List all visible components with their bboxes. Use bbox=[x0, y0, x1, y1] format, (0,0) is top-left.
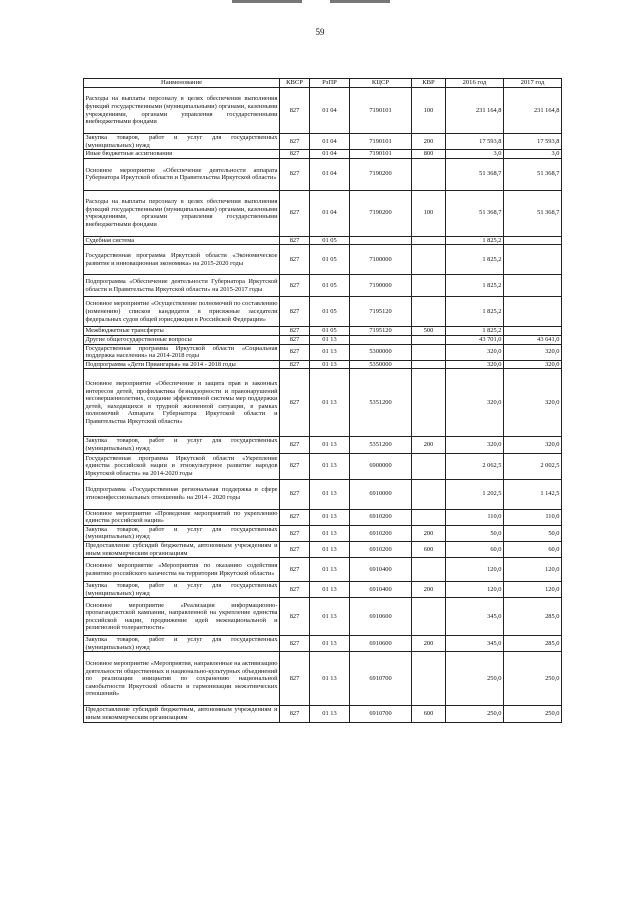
kvsr-cell: 827 bbox=[280, 190, 310, 236]
kcsr-cell: 5351200 bbox=[350, 369, 412, 437]
table-row bbox=[84, 582, 562, 598]
amount-2016-cell: 320,0 bbox=[446, 360, 504, 369]
kcsr-cell: 5300000 bbox=[350, 344, 412, 360]
kcsr-cell: 6910200 bbox=[350, 541, 412, 557]
kvsr-cell: 827 bbox=[280, 598, 310, 636]
row-name-cell: Государственная программа Иркутской области «Укрепление единства российской нации и этнокультурное развитие народов Иркутской области» на 2014-2020 годы bbox=[84, 453, 280, 479]
kcsr-cell: 7190101 bbox=[350, 134, 412, 150]
row-name-cell: Государственная программа Иркутской области «Экономическое развитие и инновационная экономика» на 2015-2020 годы bbox=[84, 245, 280, 275]
kcsr-cell: 7190200 bbox=[350, 158, 412, 190]
kvsr-cell: 827 bbox=[280, 134, 310, 150]
table-row bbox=[84, 453, 562, 479]
rzpr-cell: 01 05 bbox=[310, 297, 350, 327]
column-header: 2017 год bbox=[504, 79, 562, 88]
rzpr-cell: 01 04 bbox=[310, 88, 350, 134]
rzpr-cell: 01 05 bbox=[310, 327, 350, 336]
amount-2016-cell: 17 593,8 bbox=[446, 134, 504, 150]
rzpr-cell: 01 13 bbox=[310, 335, 350, 344]
kvr-cell bbox=[412, 598, 446, 636]
kcsr-cell: 6910400 bbox=[350, 582, 412, 598]
kcsr-cell: 7190101 bbox=[350, 150, 412, 159]
kvsr-cell: 827 bbox=[280, 275, 310, 297]
amount-2017-cell: 2 002,5 bbox=[504, 453, 562, 479]
rzpr-cell: 01 13 bbox=[310, 558, 350, 582]
rzpr-cell: 01 13 bbox=[310, 369, 350, 437]
kvsr-cell: 827 bbox=[280, 437, 310, 453]
row-name-cell: Подпрограмма «Государственная региональная поддержка в сфере этноконфессиональных отношений» на 2014 - 2020 годы bbox=[84, 479, 280, 509]
amount-2016-cell: 120,0 bbox=[446, 582, 504, 598]
amount-2017-cell: 320,0 bbox=[504, 437, 562, 453]
kvr-cell: 800 bbox=[412, 150, 446, 159]
row-name-cell: Закупка товаров, работ и услуг для государственных (муниципальных) нужд bbox=[85, 636, 278, 651]
table-row bbox=[84, 150, 562, 159]
table-row bbox=[84, 636, 562, 652]
kvr-cell bbox=[412, 652, 446, 706]
kcsr-cell: 6910700 bbox=[350, 706, 412, 722]
amount-2016-cell: 110,0 bbox=[446, 509, 504, 525]
rzpr-cell: 01 13 bbox=[310, 598, 350, 636]
amount-2017-cell: 231 164,8 bbox=[504, 88, 562, 134]
top-edge-mark bbox=[330, 0, 390, 3]
amount-2017-cell: 17 593,8 bbox=[504, 134, 562, 150]
amount-2017-cell: 120,0 bbox=[504, 582, 562, 598]
amount-2017-cell: 3,0 bbox=[504, 150, 562, 159]
row-name-cell: Закупка товаров, работ и услуг для государственных (муниципальных) нужд bbox=[85, 437, 278, 452]
kvr-cell: 100 bbox=[412, 88, 446, 134]
table-row bbox=[84, 598, 562, 636]
column-header: КЦСР bbox=[350, 79, 412, 88]
table-row bbox=[84, 479, 562, 509]
row-name-cell: Основное мероприятие «Проведение мероприятий по укреплению единства российской нации» bbox=[85, 509, 278, 525]
table-row bbox=[84, 344, 562, 360]
rzpr-cell: 01 13 bbox=[310, 525, 350, 541]
rzpr-cell: 01 13 bbox=[310, 479, 350, 509]
kvsr-cell: 827 bbox=[280, 636, 310, 652]
table-row bbox=[84, 236, 562, 245]
kvsr-cell: 827 bbox=[280, 453, 310, 479]
amount-2016-cell: 1 202,5 bbox=[446, 479, 504, 509]
kvr-cell bbox=[412, 335, 446, 344]
table-row bbox=[84, 509, 562, 525]
kvr-cell bbox=[412, 360, 446, 369]
row-name-cell: Государственная программа Иркутской области «Социальная поддержка населения» на 2014-2018 годы bbox=[85, 344, 278, 360]
row-name-cell: Подпрограмма «Дети Приангарья» на 2014 - 2018 годы bbox=[84, 360, 280, 369]
kvr-cell bbox=[412, 558, 446, 582]
table-row bbox=[84, 134, 562, 150]
kvr-cell bbox=[412, 453, 446, 479]
row-name-cell: Закупка товаров, работ и услуг для государственных (муниципальных) нужд bbox=[85, 525, 278, 541]
kvr-cell: 200 bbox=[412, 525, 446, 541]
kvsr-cell: 827 bbox=[280, 297, 310, 327]
amount-2017-cell bbox=[504, 245, 562, 275]
amount-2016-cell: 320,0 bbox=[446, 369, 504, 437]
amount-2017-cell: 285,0 bbox=[504, 598, 562, 636]
kvsr-cell: 827 bbox=[280, 344, 310, 360]
kcsr-cell: 6910000 bbox=[350, 479, 412, 509]
kvsr-cell: 827 bbox=[280, 327, 310, 336]
kvsr-cell: 827 bbox=[280, 525, 310, 541]
table-row bbox=[84, 706, 562, 722]
amount-2016-cell: 60,0 bbox=[446, 541, 504, 557]
kvr-cell: 600 bbox=[412, 541, 446, 557]
rzpr-cell: 01 13 bbox=[310, 509, 350, 525]
amount-2017-cell: 250,0 bbox=[504, 706, 562, 722]
kcsr-cell: 6900000 bbox=[350, 453, 412, 479]
rzpr-cell: 01 13 bbox=[310, 636, 350, 652]
row-name-cell: Предоставление субсидий бюджетным, автономным учреждениям и иным некоммерческим организациям bbox=[85, 541, 278, 557]
kcsr-cell: 7195120 bbox=[350, 297, 412, 327]
kvsr-cell: 827 bbox=[280, 335, 310, 344]
amount-2016-cell: 1 825,2 bbox=[446, 275, 504, 297]
amount-2017-cell: 320,0 bbox=[504, 344, 562, 360]
column-header: КВР bbox=[412, 79, 446, 88]
kvr-cell bbox=[412, 236, 446, 245]
kvsr-cell: 827 bbox=[280, 88, 310, 134]
kvr-cell: 200 bbox=[412, 134, 446, 150]
row-name-cell: Расходы на выплаты персоналу в целях обеспечения выполнения функций государственными (муниципальными) органами, казенными учреждениями, органами управления государственными внебюджетными фондами bbox=[84, 190, 280, 236]
amount-2016-cell: 1 825,2 bbox=[446, 297, 504, 327]
kvsr-cell: 827 bbox=[280, 558, 310, 582]
amount-2017-cell: 51 368,7 bbox=[504, 158, 562, 190]
row-name-cell: Закупка товаров, работ и услуг для государственных (муниципальных) нужд bbox=[85, 134, 278, 149]
amount-2016-cell: 1 825,2 bbox=[446, 236, 504, 245]
kvr-cell bbox=[412, 479, 446, 509]
kvr-cell bbox=[412, 509, 446, 525]
kvr-cell bbox=[412, 275, 446, 297]
amount-2017-cell: 60,0 bbox=[504, 541, 562, 557]
amount-2016-cell: 50,0 bbox=[446, 525, 504, 541]
row-name-cell: Основное мероприятие «Реализация информационно-пропагандистской кампании, направленной на укрепление единства российской нации, продвижение идей межнациональной и религиозной толерантности» bbox=[84, 598, 280, 636]
row-name-cell: Иные бюджетные ассигнования bbox=[84, 150, 280, 159]
kvr-cell bbox=[412, 369, 446, 437]
row-name-cell: Основное мероприятие «Мероприятия, направленные на активизацию деятельности общественных и национально-культурных объединений по реализации инициатив по сохранению национальной самобытности Иркутской области и гармонизации межэтнических отношений» bbox=[84, 652, 280, 706]
table-row bbox=[84, 245, 562, 275]
kvr-cell bbox=[412, 245, 446, 275]
amount-2017-cell: 1 142,5 bbox=[504, 479, 562, 509]
kvr-cell bbox=[412, 344, 446, 360]
rzpr-cell: 01 13 bbox=[310, 437, 350, 453]
table-row bbox=[84, 190, 562, 236]
row-name-cell: Закупка товаров, работ и услуг для государственных (муниципальных) нужд bbox=[85, 582, 278, 597]
amount-2016-cell: 345,0 bbox=[446, 598, 504, 636]
table-row bbox=[84, 437, 562, 453]
table-row bbox=[84, 525, 562, 541]
amount-2017-cell bbox=[504, 297, 562, 327]
kcsr-cell bbox=[350, 335, 412, 344]
amount-2016-cell: 345,0 bbox=[446, 636, 504, 652]
row-name-cell: Расходы на выплаты персоналу в целях обеспечения выполнения функций государственными (муниципальными) органами, казенными учреждениями, органами управления государственными внебюджетными фондами bbox=[84, 88, 280, 134]
kvsr-cell: 827 bbox=[280, 541, 310, 557]
kvsr-cell: 827 bbox=[280, 158, 310, 190]
table-body bbox=[84, 88, 562, 723]
kvsr-cell: 827 bbox=[280, 360, 310, 369]
kvr-cell: 200 bbox=[412, 437, 446, 453]
row-name-cell: Судебная система bbox=[84, 236, 280, 245]
rzpr-cell: 01 04 bbox=[310, 134, 350, 150]
rzpr-cell: 01 13 bbox=[310, 706, 350, 722]
kcsr-cell: 6910600 bbox=[350, 636, 412, 652]
table-row bbox=[84, 541, 562, 557]
kvsr-cell: 827 bbox=[280, 245, 310, 275]
kvr-cell bbox=[412, 297, 446, 327]
rzpr-cell: 01 05 bbox=[310, 245, 350, 275]
table-row bbox=[84, 275, 562, 297]
amount-2016-cell: 51 368,7 bbox=[446, 190, 504, 236]
row-name-cell: Межбюджетные трансферты bbox=[84, 327, 280, 336]
amount-2016-cell: 1 825,2 bbox=[446, 245, 504, 275]
kcsr-cell: 6910200 bbox=[350, 525, 412, 541]
row-name-cell: Основное мероприятие «Осуществление полномочий по составлению (изменению) списков кандидатов в присяжные заседатели федеральных судов общей юрисдикции в Российской Федерации» bbox=[84, 297, 280, 327]
kvr-cell: 500 bbox=[412, 327, 446, 336]
amount-2017-cell bbox=[504, 327, 562, 336]
table-row bbox=[84, 327, 562, 336]
amount-2016-cell: 1 825,2 bbox=[446, 327, 504, 336]
table-row bbox=[84, 88, 562, 134]
rzpr-cell: 01 13 bbox=[310, 652, 350, 706]
kvsr-cell: 827 bbox=[280, 479, 310, 509]
amount-2016-cell: 3,0 bbox=[446, 150, 504, 159]
rzpr-cell: 01 05 bbox=[310, 236, 350, 245]
amount-2016-cell: 51 368,7 bbox=[446, 158, 504, 190]
rzpr-cell: 01 13 bbox=[310, 360, 350, 369]
amount-2016-cell: 320,0 bbox=[446, 344, 504, 360]
amount-2016-cell: 320,0 bbox=[446, 437, 504, 453]
rzpr-cell: 01 13 bbox=[310, 541, 350, 557]
amount-2016-cell: 250,0 bbox=[446, 652, 504, 706]
amount-2017-cell: 110,0 bbox=[504, 509, 562, 525]
kvr-cell: 200 bbox=[412, 636, 446, 652]
kcsr-cell: 7190200 bbox=[350, 190, 412, 236]
kcsr-cell: 7190101 bbox=[350, 88, 412, 134]
kcsr-cell: 5351200 bbox=[350, 437, 412, 453]
amount-2017-cell: 43 641,0 bbox=[504, 335, 562, 344]
budget-table-wrapper bbox=[83, 78, 561, 723]
amount-2017-cell: 285,0 bbox=[504, 636, 562, 652]
column-header: Наименование bbox=[84, 79, 280, 88]
amount-2017-cell: 320,0 bbox=[504, 360, 562, 369]
kvsr-cell: 827 bbox=[280, 582, 310, 598]
kcsr-cell: 6910400 bbox=[350, 558, 412, 582]
amount-2017-cell bbox=[504, 275, 562, 297]
kvsr-cell: 827 bbox=[280, 706, 310, 722]
amount-2016-cell: 2 062,5 bbox=[446, 453, 504, 479]
table-row bbox=[84, 360, 562, 369]
kcsr-cell: 6910600 bbox=[350, 598, 412, 636]
kvsr-cell: 827 bbox=[280, 652, 310, 706]
amount-2017-cell bbox=[504, 236, 562, 245]
top-edge-mark bbox=[232, 0, 302, 3]
amount-2017-cell: 51 368,7 bbox=[504, 190, 562, 236]
budget-table bbox=[83, 78, 562, 723]
table-row bbox=[84, 652, 562, 706]
amount-2017-cell: 50,0 bbox=[504, 525, 562, 541]
amount-2016-cell: 43 701,0 bbox=[446, 335, 504, 344]
table-row bbox=[84, 335, 562, 344]
kcsr-cell: 5350000 bbox=[350, 360, 412, 369]
kvr-cell bbox=[412, 158, 446, 190]
amount-2017-cell: 120,0 bbox=[504, 558, 562, 582]
row-name-cell: Предоставление субсидий бюджетным, автономным учреждениям и иным некоммерческим организациям bbox=[85, 706, 278, 722]
rzpr-cell: 01 13 bbox=[310, 582, 350, 598]
kvsr-cell: 827 bbox=[280, 509, 310, 525]
table-row bbox=[84, 558, 562, 582]
amount-2016-cell: 120,0 bbox=[446, 558, 504, 582]
row-name-cell: Другие общегосударственные вопросы bbox=[84, 335, 280, 344]
row-name-cell: Подпрограмма «Обеспечение деятельности Губернатора Иркутской области и Правительства Иркутской области» на 2015-2017 годы bbox=[84, 275, 280, 297]
table-row bbox=[84, 158, 562, 190]
amount-2016-cell: 231 164,8 bbox=[446, 88, 504, 134]
row-name-cell: Основное мероприятие «Обеспечение деятельности аппарата Губернатора Иркутской области и Правительства Иркутской области» bbox=[84, 158, 280, 190]
column-header: КВСР bbox=[280, 79, 310, 88]
kcsr-cell: 6910700 bbox=[350, 652, 412, 706]
rzpr-cell: 01 05 bbox=[310, 275, 350, 297]
row-name-cell: Основное мероприятие «Обеспечение и защита прав и законных интересов детей, профилактика безнадзорности и правонарушений несовершеннолетних, создание эффективной системы мер поддержки детей, находящихся в трудной жизненной ситуации, в рамках полномочий Аппарата Губернатора Иркутской области и Правительства Иркутской области» bbox=[84, 369, 280, 437]
rzpr-cell: 01 04 bbox=[310, 150, 350, 159]
column-header: 2016 год bbox=[446, 79, 504, 88]
row-name-cell: Основное мероприятие «Мероприятия по оказанию содействия развитию российского казачества на территории Иркутской области» bbox=[84, 558, 280, 582]
amount-2017-cell: 250,0 bbox=[504, 652, 562, 706]
kcsr-cell: 7190000 bbox=[350, 275, 412, 297]
amount-2017-cell: 320,0 bbox=[504, 369, 562, 437]
page-number: 59 bbox=[315, 27, 325, 37]
rzpr-cell: 01 13 bbox=[310, 344, 350, 360]
rzpr-cell: 01 13 bbox=[310, 453, 350, 479]
kvsr-cell: 827 bbox=[280, 369, 310, 437]
table-header-row bbox=[84, 79, 562, 88]
column-header: РзПР bbox=[310, 79, 350, 88]
kvr-cell: 100 bbox=[412, 190, 446, 236]
amount-2016-cell: 250,0 bbox=[446, 706, 504, 722]
kcsr-cell: 7100000 bbox=[350, 245, 412, 275]
rzpr-cell: 01 04 bbox=[310, 158, 350, 190]
kvsr-cell: 827 bbox=[280, 150, 310, 159]
kcsr-cell: 6910200 bbox=[350, 509, 412, 525]
table-row bbox=[84, 369, 562, 437]
kcsr-cell: 7195120 bbox=[350, 327, 412, 336]
rzpr-cell: 01 04 bbox=[310, 190, 350, 236]
kcsr-cell bbox=[350, 236, 412, 245]
kvsr-cell: 827 bbox=[280, 236, 310, 245]
kvr-cell: 600 bbox=[412, 706, 446, 722]
kvr-cell: 200 bbox=[412, 582, 446, 598]
table-row bbox=[84, 297, 562, 327]
